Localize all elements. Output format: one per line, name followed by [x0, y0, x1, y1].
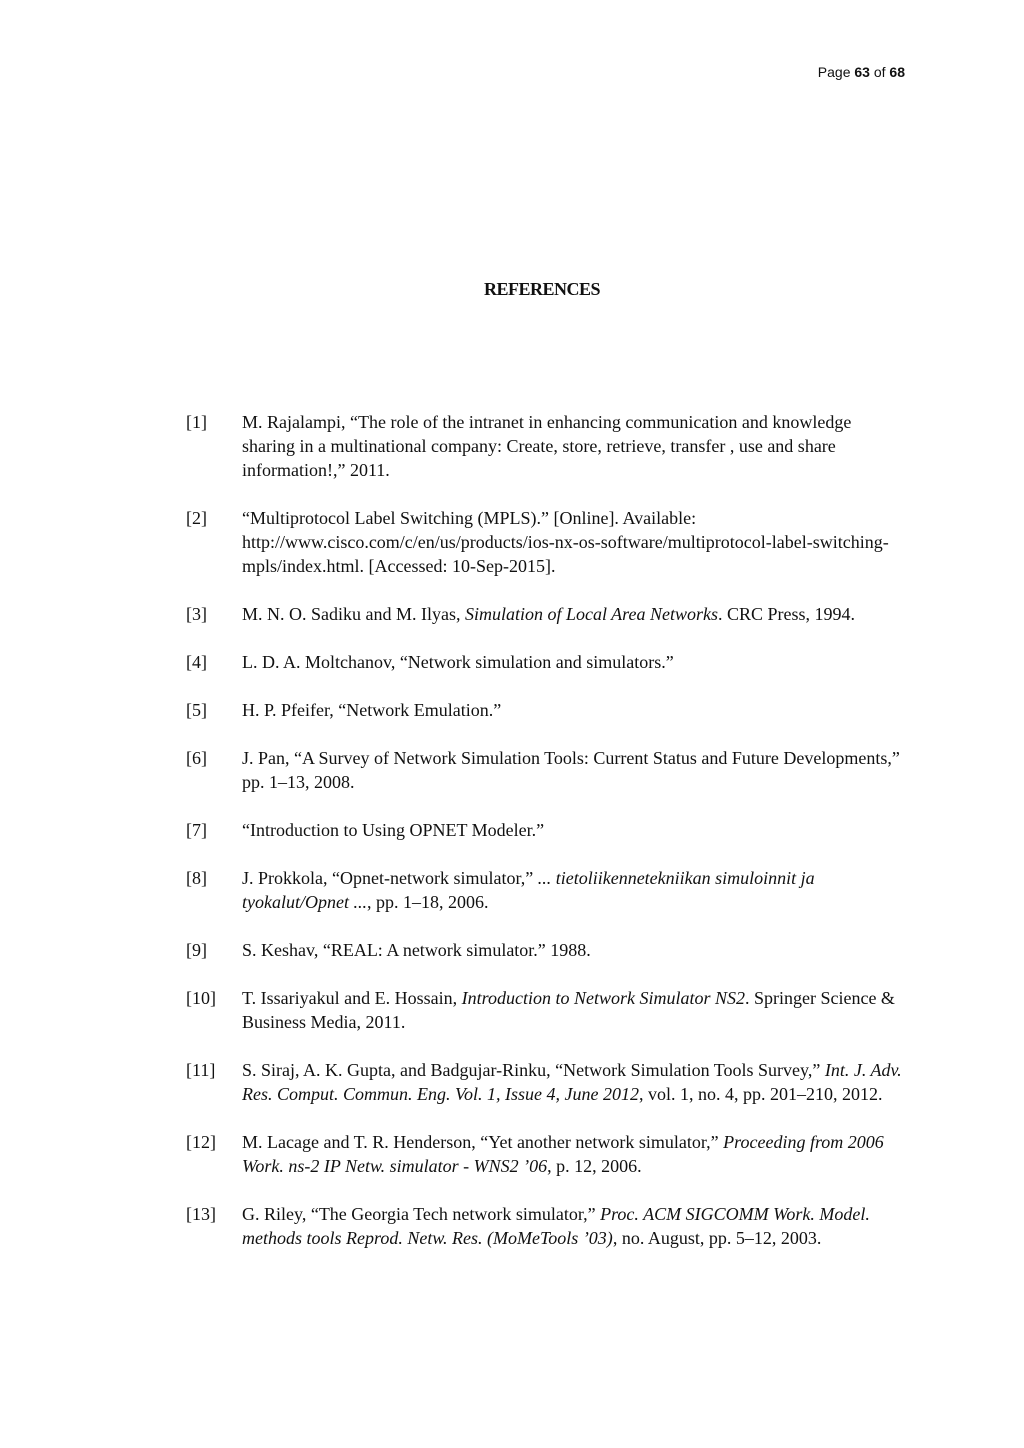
reference-entry — [186, 746, 906, 794]
reference-text — [242, 698, 906, 722]
reference-number: [8] — [186, 868, 207, 888]
reference-text-part: S. Keshav, “REAL: A network simulator.” 1988. — [242, 940, 591, 960]
reference-text-part: J. Prokkola, “Opnet-network simulator,” — [242, 868, 538, 888]
reference-text — [242, 1058, 906, 1106]
reference-text-part: . Springer Science & Business Media, 2011. — [242, 988, 895, 1032]
reference-text-part: H. P. Pfeifer, “Network Emulation.” — [242, 700, 502, 720]
reference-entry — [186, 1058, 906, 1106]
reference-text — [242, 1130, 906, 1178]
reference-italic-text: Proceeding from 2006 Work. ns-2 IP Netw. simulator - WNS2 ’06 — [242, 1132, 884, 1176]
reference-text — [242, 1202, 906, 1250]
reference-text — [242, 410, 906, 482]
reference-entry — [186, 698, 906, 722]
page-number — [818, 64, 905, 80]
reference-entry — [186, 410, 906, 482]
reference-number: [3] — [186, 604, 207, 624]
reference-entry — [186, 986, 906, 1034]
reference-text — [242, 938, 906, 962]
reference-text-part: , no. August, pp. 5–12, 2003. — [612, 1228, 822, 1248]
reference-number: [2] — [186, 508, 207, 528]
reference-text — [242, 650, 906, 674]
reference-number: [1] — [186, 412, 207, 432]
reference-entry — [186, 866, 906, 914]
reference-text — [242, 866, 906, 914]
reference-text-part: M. N. O. Sadiku and M. Ilyas, — [242, 604, 465, 624]
reference-entry — [186, 602, 906, 626]
reference-entry — [186, 1202, 906, 1250]
reference-number: [10] — [186, 988, 216, 1008]
reference-italic-text: ... tietoliikennetekniikan simuloinnit ja tyokalut/Opnet ... — [242, 868, 815, 912]
reference-text — [242, 506, 906, 578]
reference-text-part: L. D. A. Moltchanov, “Network simulation and simulators.” — [242, 652, 674, 672]
reference-text-part: “Introduction to Using OPNET Modeler.” — [242, 820, 545, 840]
reference-text-part: M. Rajalampi, “The role of the intranet in enhancing communication and knowledge sharing in a multinational company: Create, store, retrieve, transfer , use and share information!,” 2011. — [242, 412, 852, 480]
reference-text — [242, 746, 906, 794]
reference-entry — [186, 1130, 906, 1178]
page-number-total: 68 — [889, 64, 905, 80]
reference-number: [4] — [186, 652, 207, 672]
reference-text — [242, 818, 906, 842]
reference-entry — [186, 818, 906, 842]
page-number-current: 63 — [854, 64, 870, 80]
reference-italic-text: Simulation of Local Area Networks — [465, 604, 719, 624]
reference-text-part: M. Lacage and T. R. Henderson, “Yet another network simulator,” — [242, 1132, 724, 1152]
reference-entry — [186, 650, 906, 674]
reference-text-part: “Multiprotocol Label Switching (MPLS).” [Online]. Available: http://www.cisco.com/c/en/us/products/ios-nx-os-software/multiprotocol-label-switching-mpls/index.html. [Accessed: 10-Sep-2015]. — [242, 508, 889, 576]
reference-italic-text: Proc. ACM SIGCOMM Work. Model. methods tools Reprod. Netw. Res. (MoMeTools ’03) — [242, 1204, 870, 1248]
reference-entry — [186, 938, 906, 962]
reference-text — [242, 602, 906, 626]
reference-list — [186, 410, 906, 1274]
reference-number: [11] — [186, 1060, 216, 1080]
references-heading: REFERENCES — [483, 279, 601, 299]
reference-number: [6] — [186, 748, 207, 768]
reference-number: [9] — [186, 940, 207, 960]
reference-entry — [186, 506, 906, 578]
reference-text-part: , pp. 1–18, 2006. — [366, 892, 489, 912]
reference-number: [5] — [186, 700, 207, 720]
page-number-of: of — [873, 64, 886, 80]
reference-text-part: , p. 12, 2006. — [547, 1156, 642, 1176]
reference-text-part: . CRC Press, 1994. — [718, 604, 856, 624]
reference-text-part: S. Siraj, A. K. Gupta, and Badgujar-Rinku, “Network Simulation Tools Survey,” — [242, 1060, 825, 1080]
reference-italic-text: Introduction to Network Simulator NS2 — [461, 988, 745, 1008]
reference-text-part: , vol. 1, no. 4, pp. 201–210, 2012. — [638, 1084, 883, 1104]
reference-number: [13] — [186, 1204, 216, 1224]
reference-italic-text: Int. J. Adv. Res. Comput. Commun. Eng. Vol. 1, Issue 4, June 2012 — [242, 1060, 902, 1104]
reference-text-part: J. Pan, “A Survey of Network Simulation Tools: Current Status and Future Developments,” pp. 1–13, 2008. — [242, 748, 900, 792]
reference-text-part: T. Issariyakul and E. Hossain, — [242, 988, 462, 1008]
reference-text-part: G. Riley, “The Georgia Tech network simulator,” — [242, 1204, 601, 1224]
page-number-prefix: Page — [817, 64, 851, 80]
reference-number: [7] — [186, 820, 207, 840]
reference-number: [12] — [186, 1132, 216, 1152]
reference-text — [242, 986, 906, 1034]
